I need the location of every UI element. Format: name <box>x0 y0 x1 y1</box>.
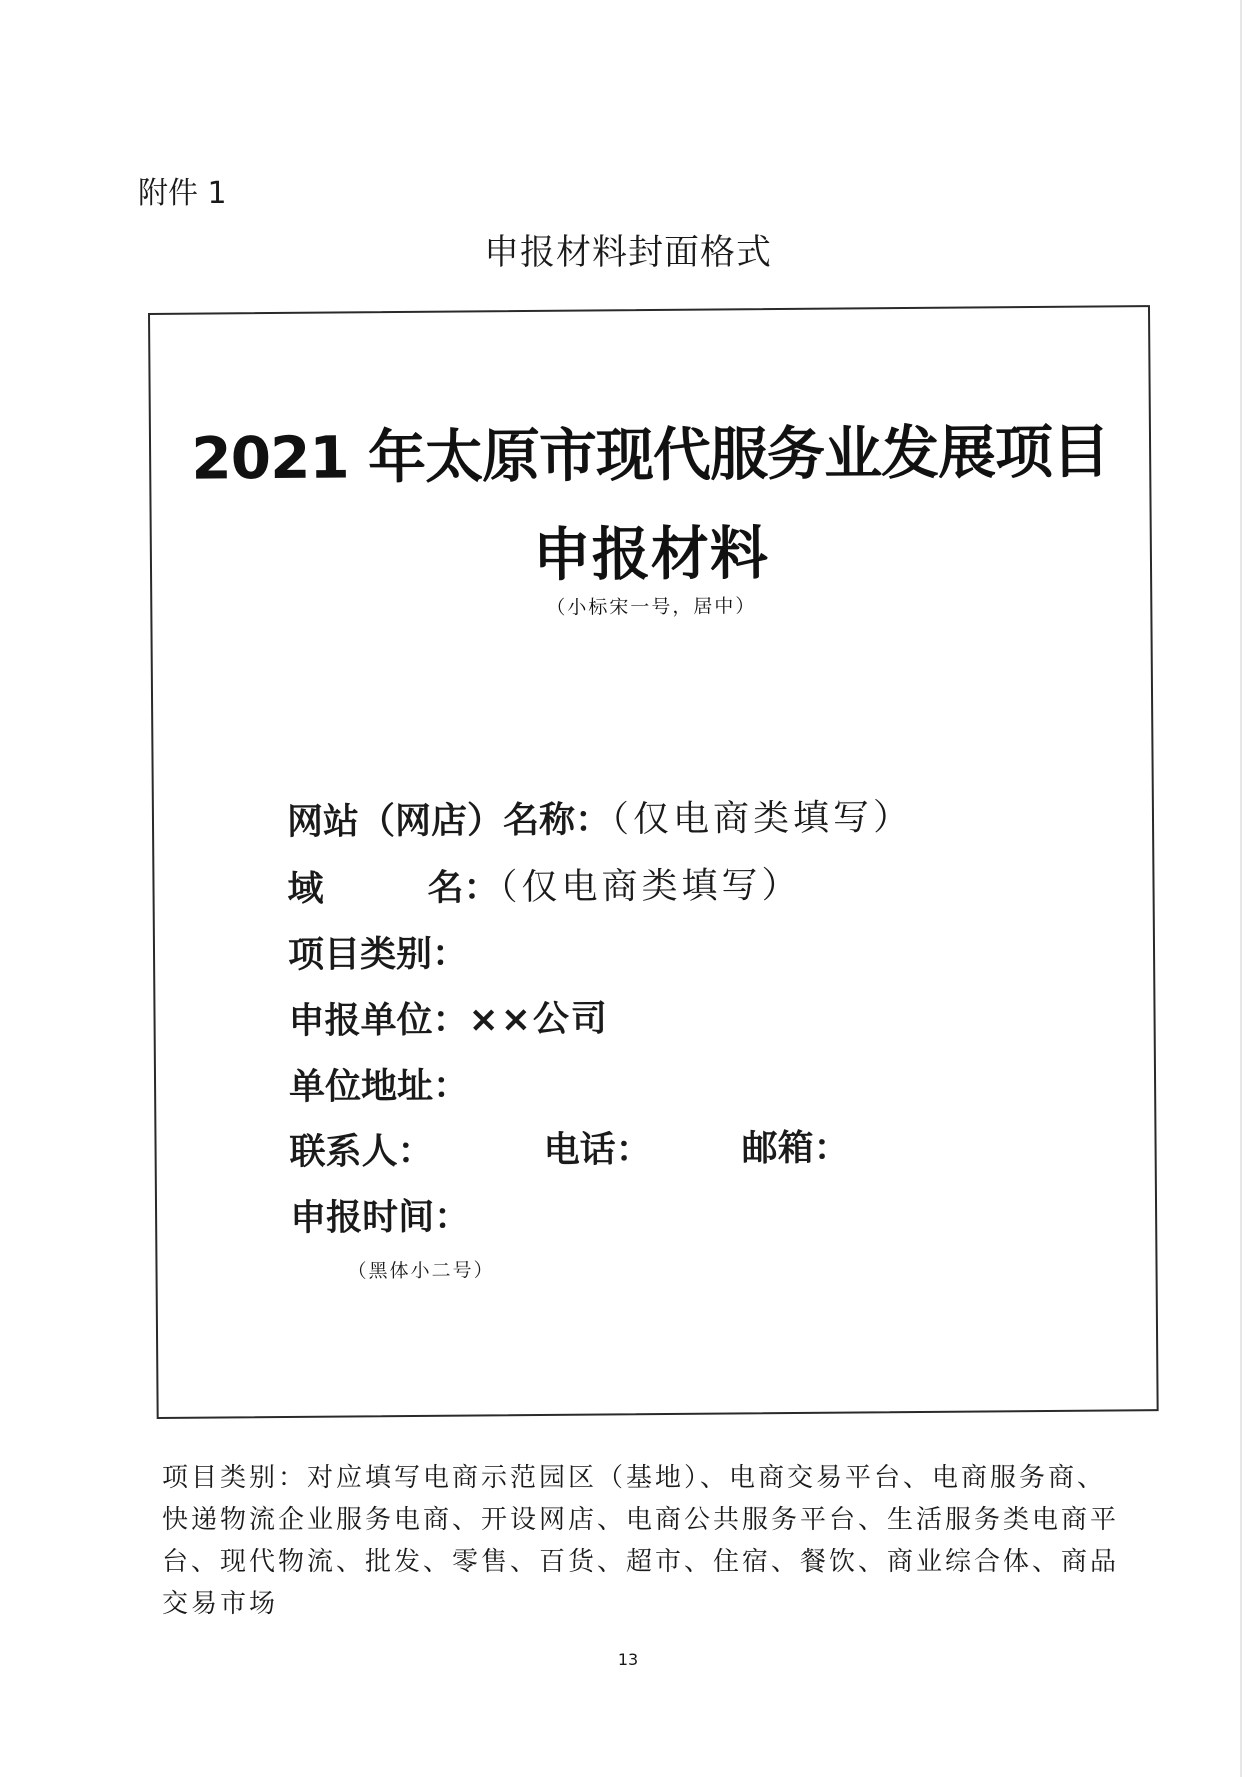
footnote: 项目类别：对应填写电商示范园区（基地）、电商交易平台、电商服务商、快递物流企业服务电商、开设网店、电商公共服务平台、生活服务类电商平台、现代物流、批发、零售、百货、超市、住宿、餐饮、商业综合体、商品交易市场 <box>162 1463 1120 1619</box>
attachment-label: 附件 1 <box>138 176 227 211</box>
document-title: 申报材料封面格式 <box>483 233 772 273</box>
field-unit <box>288 990 609 1044</box>
phone-gap <box>652 1160 742 1161</box>
domain-label-first: 域 <box>287 868 324 910</box>
field-website <box>287 789 913 845</box>
page-number: 13 <box>617 1650 639 1669</box>
field-address <box>289 1058 469 1110</box>
field-category <box>288 926 468 978</box>
unit-value: ××公司 <box>468 998 610 1041</box>
cover-heading-line2: 申报材料 <box>532 519 770 589</box>
contact-label: 联系人： <box>289 1130 434 1173</box>
domain-label-gap <box>324 900 428 901</box>
domain-hint: （仅电商类填写） <box>499 864 802 909</box>
cover-heading-line1: 2021 年太原市现代服务业发展项目 <box>191 417 1110 493</box>
unit-label: 申报单位： <box>288 999 469 1042</box>
category-label: 项目类别： <box>287 933 469 976</box>
contact-gap <box>434 1162 544 1163</box>
field-domain <box>287 857 801 912</box>
fields-note: （黑体小二号） <box>347 1259 495 1283</box>
cover-heading-note: （小标宋一号，居中） <box>546 595 757 619</box>
address-label: 单位地址： <box>288 1065 470 1108</box>
cover-frame <box>148 305 1159 1419</box>
domain-label-second: 名： <box>427 867 500 909</box>
email-label: 邮箱： <box>741 1127 850 1170</box>
website-label: 网站（网店）名称： <box>286 799 612 843</box>
website-hint: （仅电商类填写） <box>610 797 914 841</box>
phone-label: 电话： <box>543 1129 652 1171</box>
field-time <box>290 1188 470 1240</box>
field-contacts <box>289 1120 849 1175</box>
time-label: 申报时间： <box>289 1196 471 1239</box>
